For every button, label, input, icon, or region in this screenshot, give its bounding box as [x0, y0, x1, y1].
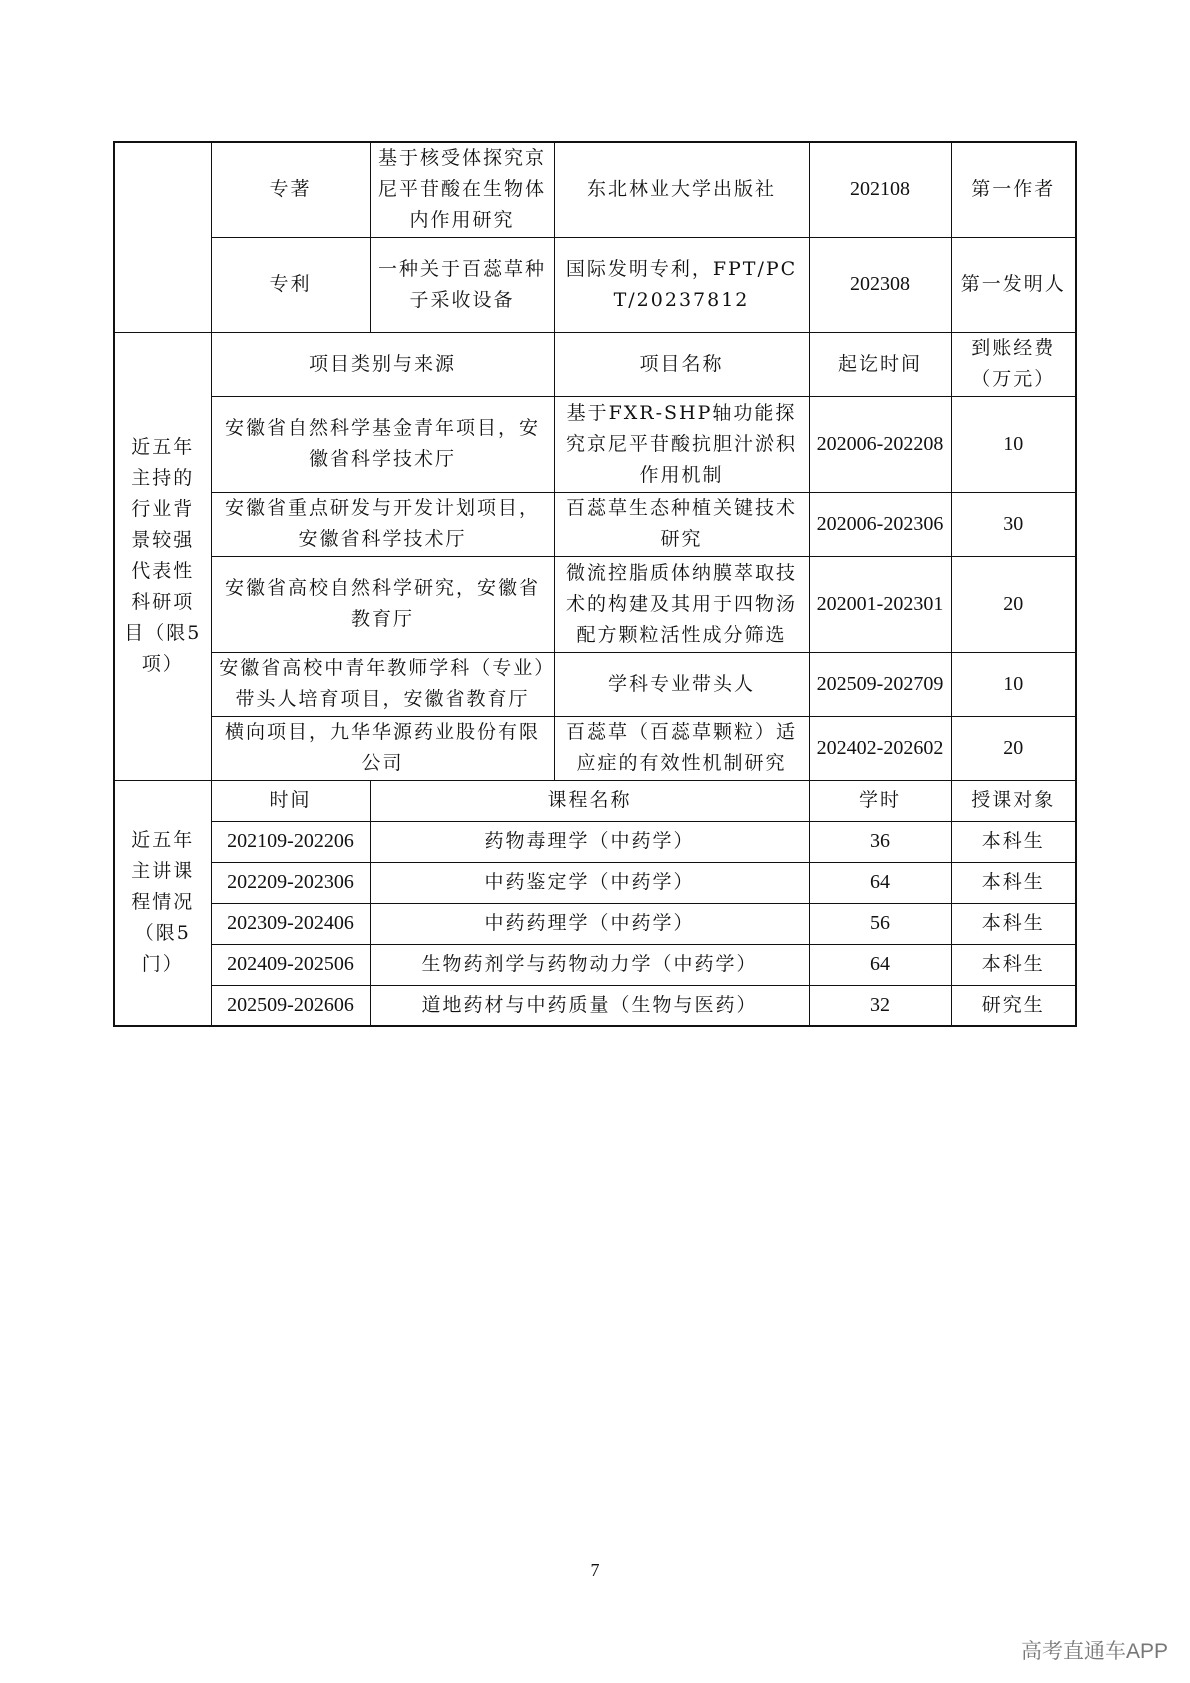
course-time: 202109-202206: [211, 821, 370, 862]
project-row: [114, 396, 1076, 492]
project-period: 202509-202709: [809, 652, 951, 716]
course-hours: 36: [809, 821, 951, 862]
project-period: 202006-202208: [809, 396, 951, 492]
achievement-table: [113, 141, 1077, 1027]
page-number: 7: [590, 1560, 600, 1580]
project-row: [114, 556, 1076, 652]
project-name: 百蕊草（百蕊草颗粒）适应症的有效性机制研究: [554, 716, 809, 780]
course-audience: 本科生: [951, 903, 1076, 944]
course-hours: 64: [809, 944, 951, 985]
course-time: 202209-202306: [211, 862, 370, 903]
publication-title: 一种关于百蕊草种子采收设备: [370, 237, 554, 332]
course-name: 中药药理学（中药学）: [370, 903, 809, 944]
course-audience: 本科生: [951, 944, 1076, 985]
project-source: 横向项目，九华华源药业股份有限公司: [211, 716, 554, 780]
course-name: 药物毒理学（中药学）: [370, 821, 809, 862]
publication-row: [114, 237, 1076, 332]
project-period: 202402-202602: [809, 716, 951, 780]
courses-header-audience: 授课对象: [951, 780, 1076, 821]
course-time: 202309-202406: [211, 903, 370, 944]
project-source: 安徽省重点研发与开发计划项目，安徽省科学技术厅: [211, 492, 554, 556]
course-time: 202409-202506: [211, 944, 370, 985]
app-watermark: 高考直通车APP: [1020, 1640, 1168, 1663]
course-row: [114, 903, 1076, 944]
project-source: 安徽省高校中青年教师学科（专业）带头人培育项目，安徽省教育厅: [211, 652, 554, 716]
publication-publisher: 国际发明专利，FPT/PCT/20237812: [554, 237, 809, 332]
project-row: [114, 652, 1076, 716]
publication-date: 202108: [809, 142, 951, 237]
courses-header-row: [114, 780, 1076, 821]
project-period: 202001-202301: [809, 556, 951, 652]
project-name: 百蕊草生态种植关键技术研究: [554, 492, 809, 556]
publication-title: 基于核受体探究京尼平苷酸在生物体内作用研究: [370, 142, 554, 237]
course-audience: 研究生: [951, 985, 1076, 1026]
projects-section-label: 近五年主持的行业背景较强代表性科研项目（限5项）: [114, 332, 211, 780]
project-row: [114, 716, 1076, 780]
publications-section-label: [114, 142, 211, 332]
project-name: 基于FXR-SHP轴功能探究京尼平苷酸抗胆汁淤积作用机制: [554, 396, 809, 492]
project-funding: 10: [951, 396, 1076, 492]
course-row: [114, 985, 1076, 1026]
project-name: 学科专业带头人: [554, 652, 809, 716]
course-audience: 本科生: [951, 821, 1076, 862]
publication-date: 202308: [809, 237, 951, 332]
publication-type: 专利: [211, 237, 370, 332]
publication-role: 第一作者: [951, 142, 1076, 237]
project-funding: 10: [951, 652, 1076, 716]
course-name: 中药鉴定学（中药学）: [370, 862, 809, 903]
projects-header-funding: 到账经费（万元）: [951, 332, 1076, 396]
project-row: [114, 492, 1076, 556]
course-row: [114, 821, 1076, 862]
projects-header-name: 项目名称: [554, 332, 809, 396]
project-source: 安徽省自然科学基金青年项目，安徽省科学技术厅: [211, 396, 554, 492]
courses-section-label: 近五年主讲课程情况（限5门）: [114, 780, 211, 1026]
course-audience: 本科生: [951, 862, 1076, 903]
project-funding: 20: [951, 556, 1076, 652]
course-name: 道地药材与中药质量（生物与医药）: [370, 985, 809, 1026]
project-name: 微流控脂质体纳膜萃取技术的构建及其用于四物汤配方颗粒活性成分筛选: [554, 556, 809, 652]
publication-role: 第一发明人: [951, 237, 1076, 332]
project-funding: 30: [951, 492, 1076, 556]
projects-header-period: 起讫时间: [809, 332, 951, 396]
course-hours: 56: [809, 903, 951, 944]
course-name: 生物药剂学与药物动力学（中药学）: [370, 944, 809, 985]
course-hours: 64: [809, 862, 951, 903]
project-source: 安徽省高校自然科学研究，安徽省教育厅: [211, 556, 554, 652]
publication-row: [114, 142, 1076, 237]
course-hours: 32: [809, 985, 951, 1026]
projects-header-row: [114, 332, 1076, 396]
publication-type: 专著: [211, 142, 370, 237]
course-time: 202509-202606: [211, 985, 370, 1026]
publication-publisher: 东北林业大学出版社: [554, 142, 809, 237]
course-row: [114, 944, 1076, 985]
course-row: [114, 862, 1076, 903]
courses-header-name: 课程名称: [370, 780, 809, 821]
project-period: 202006-202306: [809, 492, 951, 556]
projects-header-source: 项目类别与来源: [211, 332, 554, 396]
courses-header-hours: 学时: [809, 780, 951, 821]
courses-header-time: 时间: [211, 780, 370, 821]
project-funding: 20: [951, 716, 1076, 780]
